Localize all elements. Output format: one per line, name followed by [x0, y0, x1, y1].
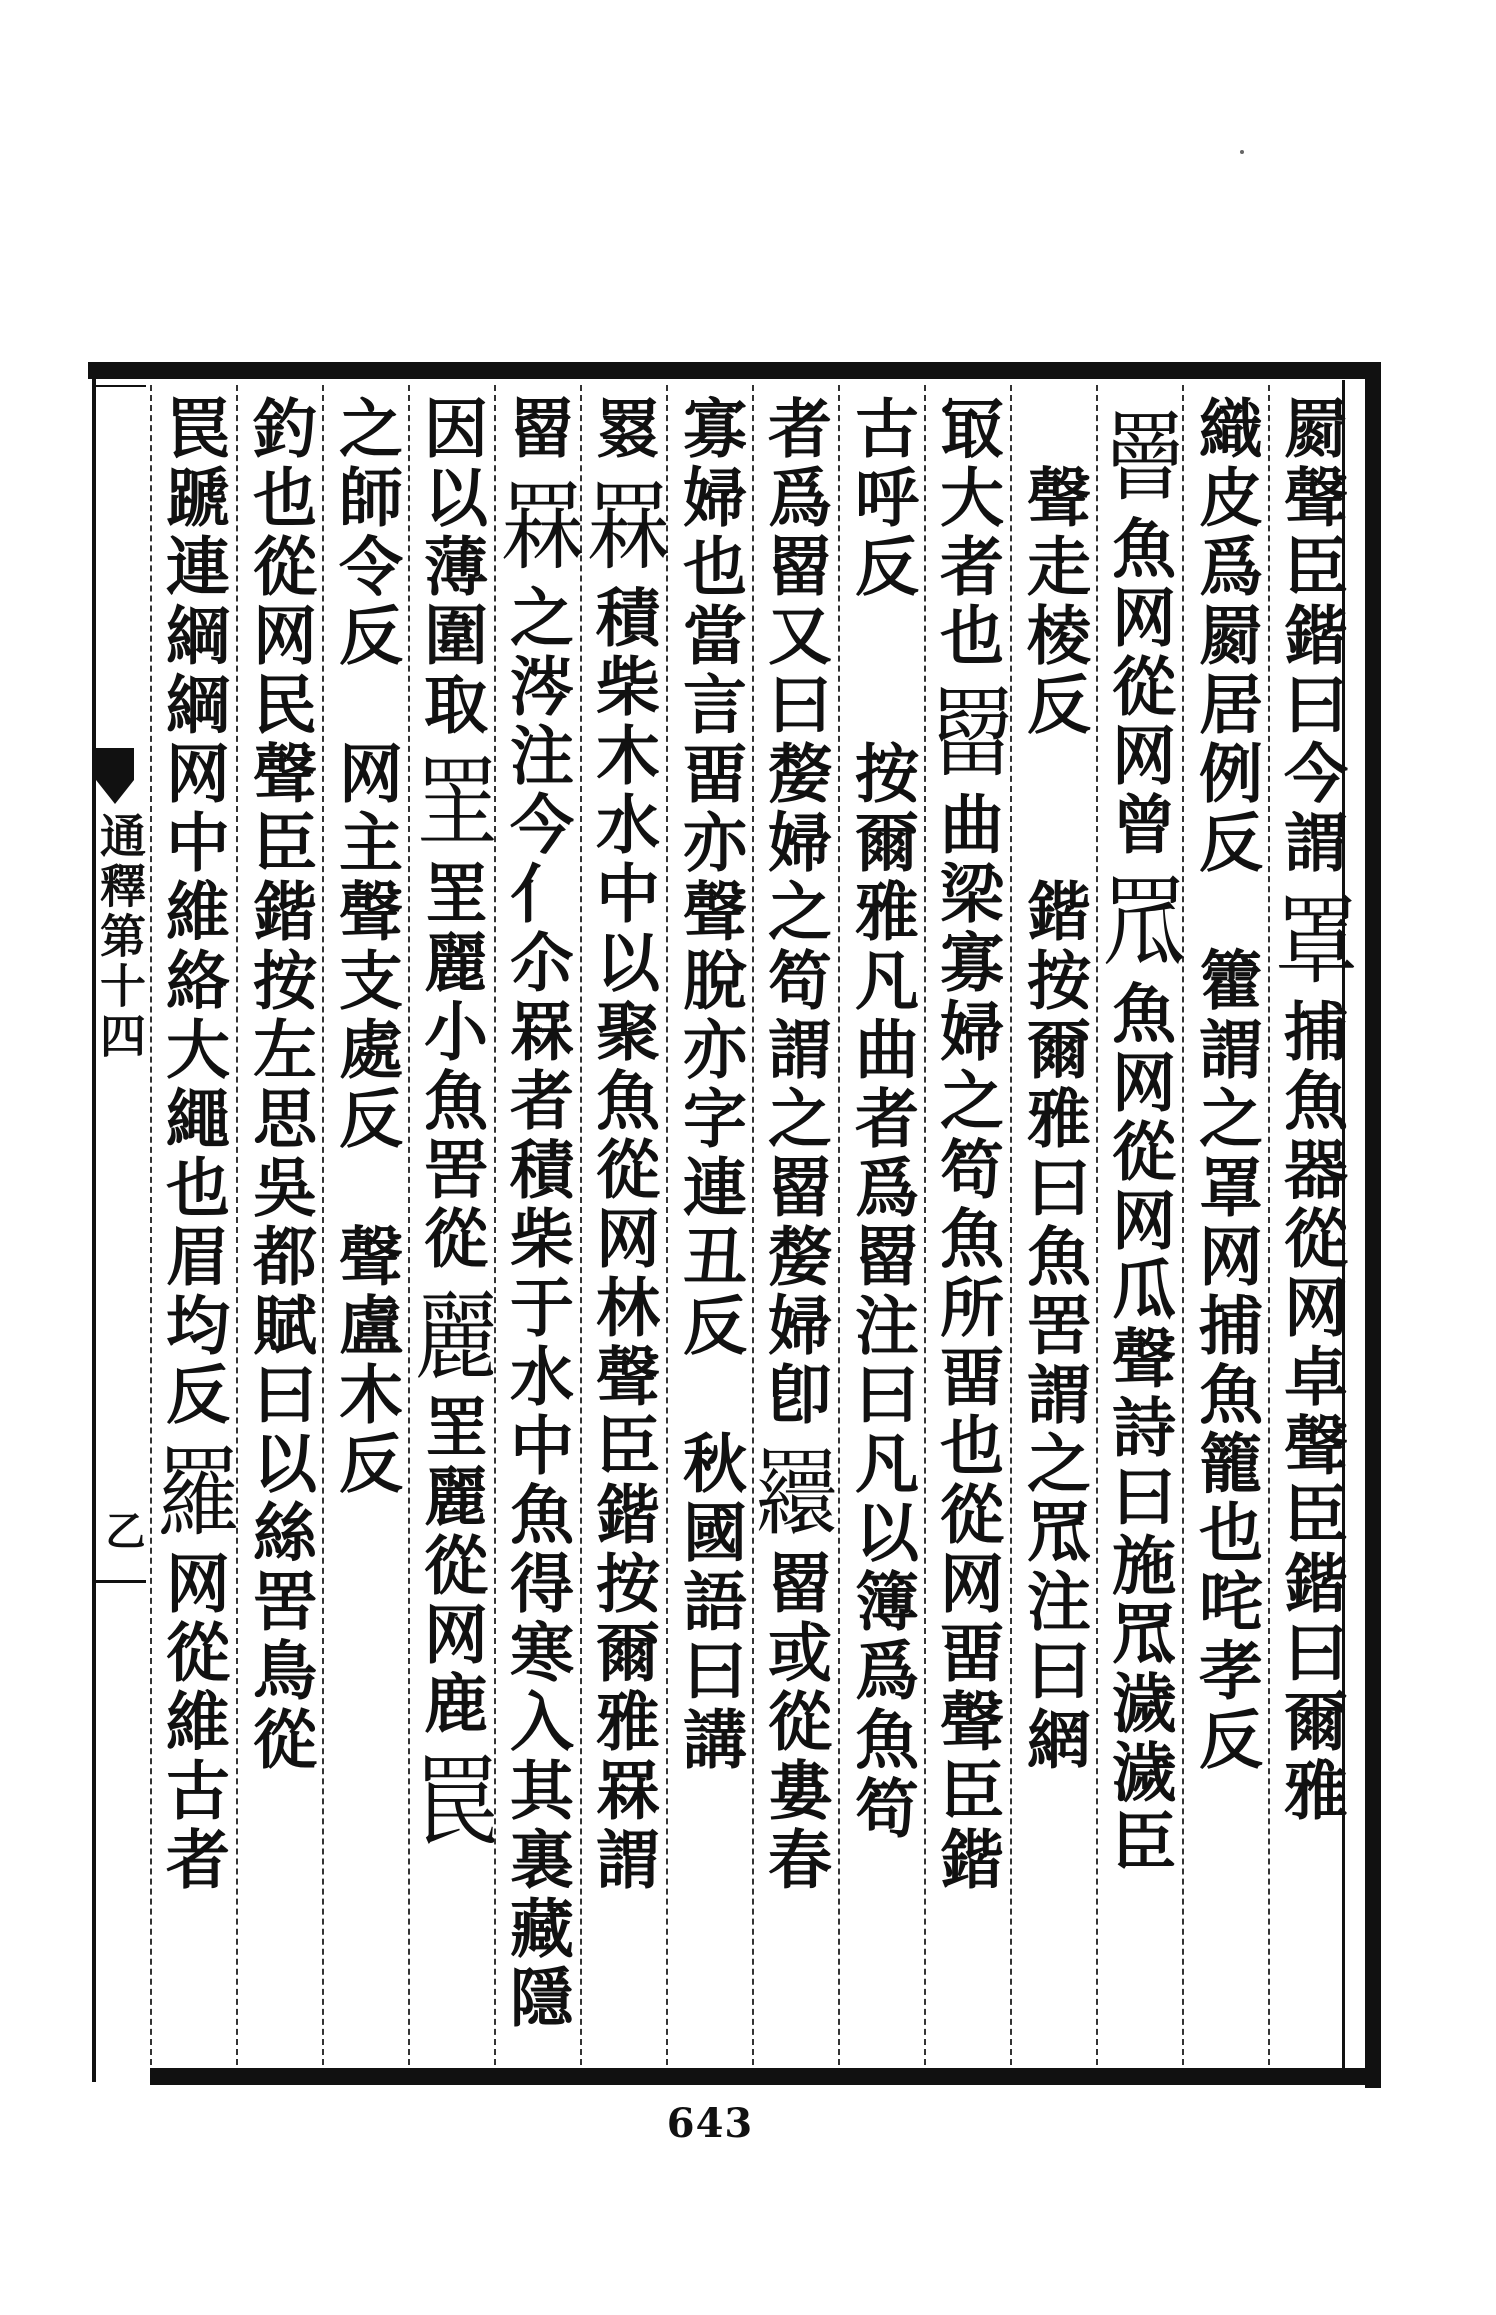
column-text: 罜麗小魚罟從 — [413, 860, 488, 1274]
column-text: 冣大者也 — [929, 395, 1004, 671]
seal-script-character: 罶 — [917, 682, 1015, 780]
frame-left-border — [92, 372, 96, 2082]
banqiu-line-top — [96, 385, 146, 387]
column-text: 魚网從网瓜聲詩曰施罛濊濊臣 — [1101, 980, 1176, 1877]
column-text: 罬 — [585, 395, 660, 464]
text-column — [917, 395, 1015, 1895]
text-column — [573, 395, 671, 1895]
seal-script-character: 罜 — [401, 751, 499, 849]
seal-script-character: 羅 — [143, 1441, 241, 1539]
column-divider — [236, 385, 238, 2065]
frame-right-border — [1365, 362, 1381, 2088]
column-text: 織皮爲罽居例反 — [1188, 395, 1263, 878]
text-column — [143, 395, 241, 1895]
column-text: 寡婦也當言畱亦聲脫亦字連丑反 — [672, 395, 747, 1361]
seal-script-character: 𦌾 — [745, 1441, 843, 1539]
speck — [1240, 150, 1244, 154]
seal-script-character: 罧 — [573, 475, 671, 573]
column-text: 捕魚器從网卓聲臣鍇曰爾雅 — [1273, 998, 1348, 1826]
column-text: 者爲罶又曰嫠婦之笱謂之罶嫠婦卽 — [757, 395, 832, 1430]
column-text: 籗謂之罩网捕魚籠也咤孝反 — [1188, 878, 1263, 1775]
column-text: 罜麗從网鹿 — [413, 1394, 488, 1739]
column-divider — [1182, 385, 1184, 2065]
text-column — [1014, 395, 1092, 1775]
column-text: 鍇按爾雅曰魚罟謂之罛注曰網 — [1016, 740, 1091, 1775]
seal-script-character: 罛 — [1089, 871, 1187, 969]
column-text: 曲梁寡婦之笱魚所畱也從网畱聲臣鍇 — [929, 791, 1004, 1895]
column-text: 之涔注今亻尒罧者積柴于水中魚得寒入其裏藏隱 — [499, 584, 574, 2033]
page-number: 643 — [666, 2100, 754, 2147]
column-text: 之師令反 — [328, 395, 403, 671]
column-text: 以絲罟鳥從 — [242, 1430, 317, 1775]
text-column — [326, 395, 404, 1499]
fishtail-notch — [96, 780, 134, 804]
column-text: 网主聲支處反 — [328, 671, 403, 1154]
column-text: 罠蹏連綱綱网中維絡大繩也眉均反 — [155, 395, 230, 1430]
column-divider — [1010, 385, 1012, 2065]
column-divider — [322, 385, 324, 2065]
text-column — [1089, 395, 1187, 1877]
text-column — [670, 395, 748, 1775]
column-divider — [666, 385, 668, 2065]
text-column — [1261, 395, 1359, 1826]
column-text: 聲走棱反 — [1016, 395, 1091, 740]
column-text: 罶或從婁春 — [757, 1550, 832, 1895]
column-text: 按爾雅凡曲者爲罶注曰凡以簿爲魚笱 — [844, 602, 919, 1844]
seal-script-character: 罧 — [487, 475, 585, 573]
column-text: 罶 — [499, 395, 574, 464]
frame-bottom-border — [150, 2068, 1381, 2085]
banqiu-leaf-number: 乙 — [99, 1510, 146, 1550]
column-text: 网從維古者 — [155, 1550, 230, 1895]
column-text: 罽聲臣鍇曰今謂 — [1273, 395, 1348, 878]
text-column — [401, 395, 499, 1859]
column-text: 古呼反 — [844, 395, 919, 602]
column-text: 積柴木水中以聚魚從网林聲臣鍇按爾雅罧謂 — [585, 584, 660, 1895]
column-text: 秋國語曰講 — [672, 1361, 747, 1775]
frame-top-border — [88, 362, 1380, 379]
column-text: 因以薄圍取 — [413, 395, 488, 740]
seal-script-character: 罩 — [1261, 889, 1359, 987]
column-divider — [838, 385, 840, 2065]
banqiu-title: 通釋第十四 — [93, 812, 147, 1062]
text-column — [745, 395, 843, 1895]
column-text: 釣也從网民聲臣鍇按左思吳都賦曰 — [242, 395, 317, 1430]
seal-script-character: 罠 — [401, 1750, 499, 1848]
text-column — [842, 395, 920, 1844]
text-column — [240, 395, 318, 1775]
banqiu-line-bottom — [96, 1580, 146, 1583]
column-text: 魚网從网曾 — [1101, 515, 1176, 860]
text-column — [487, 395, 585, 2033]
text-column — [1186, 395, 1264, 1775]
fishtail-mark — [96, 748, 134, 780]
seal-script-character: 罾 — [1089, 406, 1187, 504]
seal-script-character: 麗 — [401, 1285, 499, 1383]
column-text: 聲盧木反 — [328, 1154, 403, 1499]
